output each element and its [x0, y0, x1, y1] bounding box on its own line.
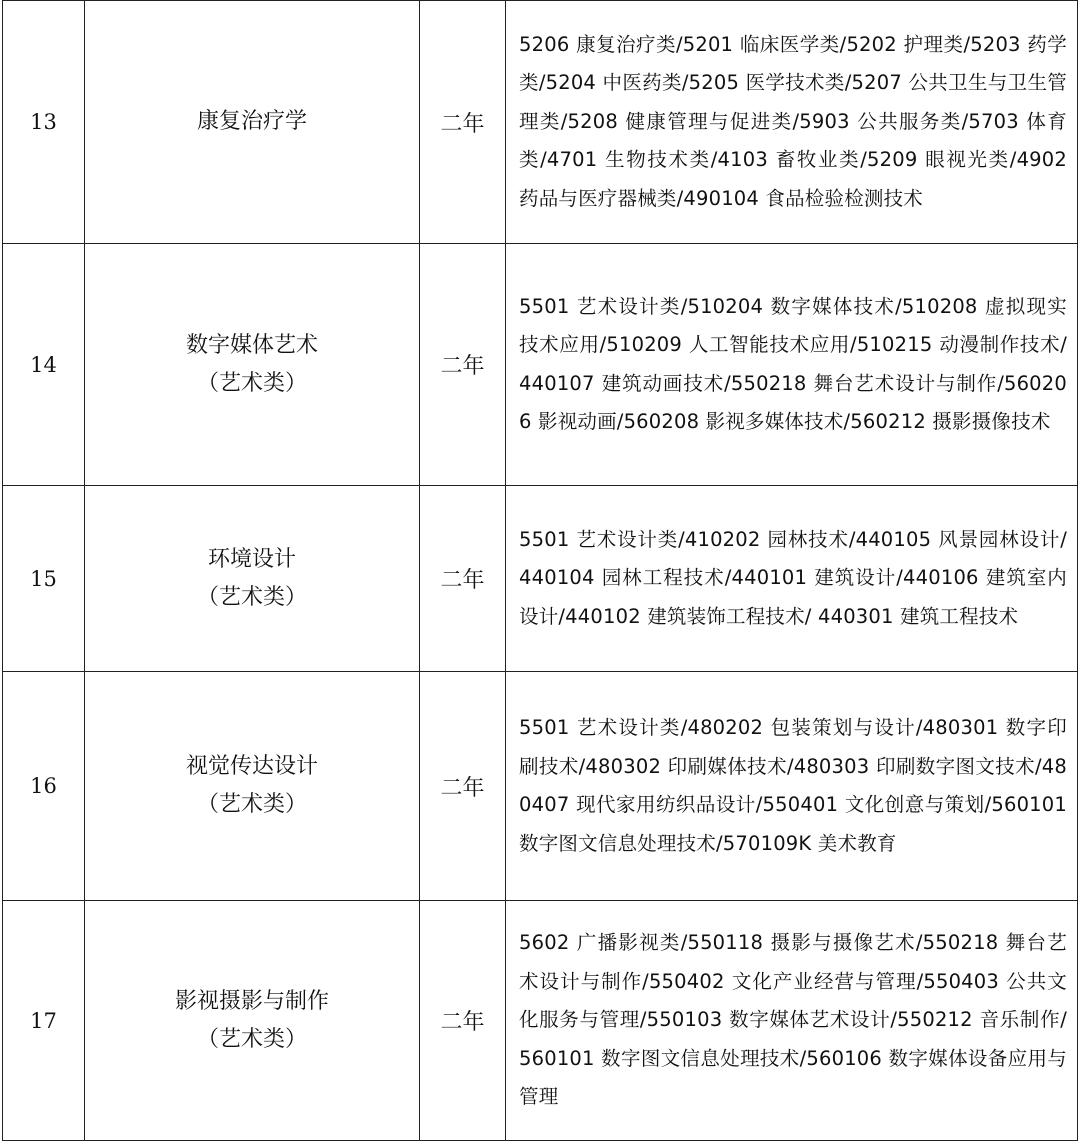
- major-name: 康复治疗学: [196, 109, 307, 134]
- row-number: 15: [3, 486, 85, 672]
- row-number: 13: [3, 1, 85, 244]
- major-category: （艺术类）: [196, 792, 307, 817]
- major-name-cell: [85, 244, 420, 486]
- row-number: 17: [3, 901, 85, 1141]
- major-name-cell: [85, 1, 420, 244]
- major-name-cell: [85, 901, 420, 1141]
- eligible-majors: 5501 艺术设计类/480202 包装策划与设计/480301 数字印刷技术/480302 印刷媒体技术/480303 印刷数字图文技术/480407 现代家用纺织品设计/550401 文化创意与策划/560101 数字图文信息处理技术/570109K 美术教育: [506, 672, 1078, 901]
- row-number: 14: [3, 244, 85, 486]
- majors-table: [2, 0, 1078, 1141]
- major-name: 影视摄影与制作: [174, 988, 329, 1014]
- study-duration: 二年: [420, 672, 506, 901]
- study-duration: 二年: [420, 244, 506, 486]
- major-name-cell: [85, 486, 420, 672]
- major-name: 数字媒体艺术: [185, 332, 318, 358]
- major-name-cell: [85, 672, 420, 901]
- major-category: （艺术类）: [196, 370, 307, 396]
- table-row: [3, 1, 1078, 244]
- eligible-majors: 5602 广播影视类/550118 摄影与摄像艺术/550218 舞台艺术设计与制作/550402 文化产业经营与管理/550403 公共文化服务与管理/550103 数字媒体艺术设计/550212 音乐制作/560101 数字图文信息处理技术/560106 数字媒体设备应用与管理: [506, 901, 1078, 1141]
- table-row: [3, 486, 1078, 672]
- major-category: （艺术类）: [196, 584, 307, 610]
- row-number: 16: [3, 672, 85, 901]
- study-duration: 二年: [420, 486, 506, 672]
- study-duration: 二年: [420, 901, 506, 1141]
- eligible-majors: 5501 艺术设计类/510204 数字媒体技术/510208 虚拟现实技术应用/510209 人工智能技术应用/510215 动漫制作技术/440107 建筑动画技术/550218 舞台艺术设计与制作/560206 影视动画/560208 影视多媒体技术/560212 摄影摄像技术: [506, 244, 1078, 486]
- major-category: （艺术类）: [196, 1026, 307, 1052]
- table-row: [3, 901, 1078, 1141]
- table-row: [3, 244, 1078, 486]
- eligible-majors: 5206 康复治疗类/5201 临床医学类/5202 护理类/5203 药学类/5204 中医药类/5205 医学技术类/5207 公共卫生与卫生管理类/5208 健康管理与促进类/5903 公共服务类/5703 体育类/4701 生物技术类/4103 畜牧业类/5209 眼视光类/4902 药品与医疗器械类/490104 食品检验检测技术: [506, 1, 1078, 244]
- major-name: 视觉传达设计: [185, 754, 318, 779]
- eligible-majors: 5501 艺术设计类/410202 园林技术/440105 风景园林设计/440104 园林工程技术/440101 建筑设计/440106 建筑室内设计/440102 建筑装饰工程技术/ 440301 建筑工程技术: [506, 486, 1078, 672]
- major-name: 环境设计: [207, 546, 296, 572]
- study-duration: 二年: [420, 1, 506, 244]
- table-row: [3, 672, 1078, 901]
